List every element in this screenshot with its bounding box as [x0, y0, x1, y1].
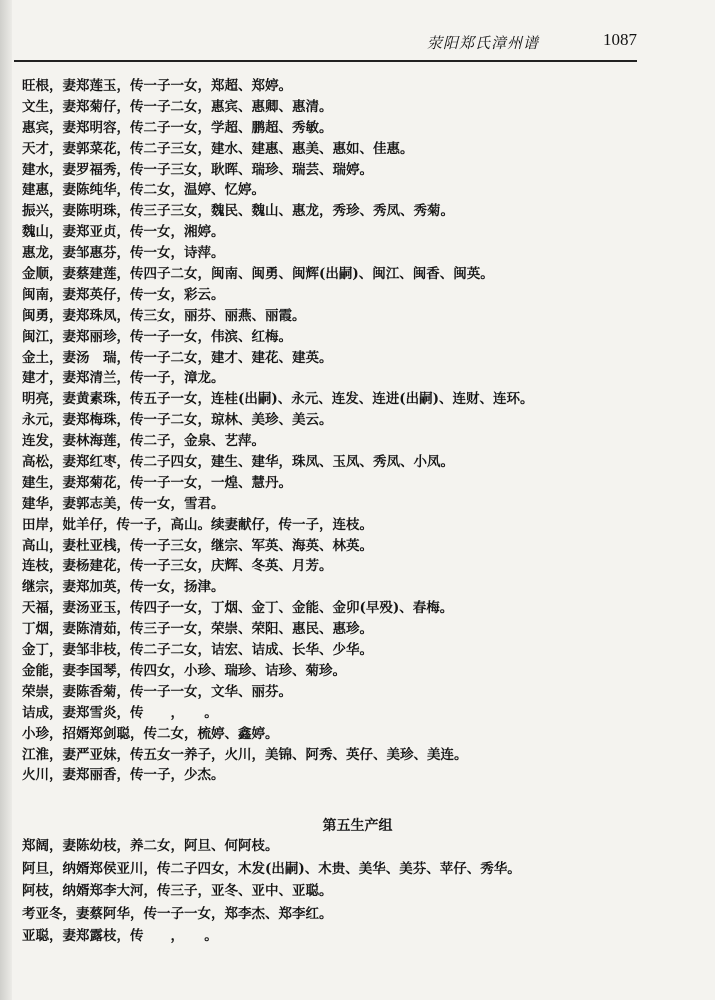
genealogy-entry: 继宗，妻郑加英，传一女，扬津。: [22, 579, 225, 596]
genealogy-entry: 江淮，妻严亚妹，传五女一养子，火川，美锦、阿秀、英仔、美珍、美连。: [22, 746, 468, 763]
section-heading: 第五生产组: [322, 818, 393, 834]
genealogy-entry: 连发，妻林海莲，传二子，金泉、艺萍。: [22, 433, 265, 450]
page-number: 1087: [603, 30, 637, 49]
genealogy-entry: 考亚冬，妻蔡阿华，传一子一女，郑李杰、郑李红。: [22, 905, 333, 922]
genealogy-entry: 惠宾，妻郑明容，传二子一女，学超、鹏超、秀敏。: [22, 119, 333, 136]
binding-gutter: [0, 0, 12, 1000]
genealogy-entry: 魏山，妻郑亚贞，传一女，湘婷。: [22, 224, 225, 241]
genealogy-entry: 亚聪，妻郑露枝，传 ， 。: [22, 928, 218, 944]
genealogy-entry: 振兴，妻陈明珠，传三子三女，魏民、魏山、惠龙，秀珍、秀凤、秀菊。: [22, 203, 454, 220]
genealogy-entry: 闽勇，妻郑珠凤，传三女，丽芬、丽燕、丽霞。: [22, 307, 306, 324]
genealogy-entry: 荣崇，妻陈香菊，传一子一女，文华、丽芬。: [22, 683, 292, 700]
section-entries: [22, 835, 521, 948]
genealogy-entry: 闽江，妻郑丽珍，传一子一女，伟滨、红梅。: [22, 328, 292, 345]
genealogy-entry: 文生，妻郑菊仔，传一子二女，惠宾、惠卿、惠清。: [22, 98, 333, 115]
genealogy-entry: 惠龙，妻邹惠芬，传一女，诗萍。: [22, 245, 225, 262]
genealogy-entry: 建生，妻郑菊花，传一子一女，一煌、慧丹。: [22, 474, 292, 491]
page-header: [14, 28, 637, 62]
genealogy-entry: 金顺，妻蔡建莲，传四子二女，闽南、闽勇、闽辉(出嗣)、闽江、闽香、闽英。: [22, 266, 494, 283]
genealogy-entry: 诘成，妻郑雪炎，传 ， 。: [22, 704, 218, 721]
genealogy-entry: 永元，妻郑梅珠，传一子二女，琼林、美珍、美云。: [22, 412, 333, 429]
genealogy-entry: 金土，妻汤 瑞，传一子二女，建才、建花、建英。: [22, 349, 333, 366]
genealogy-entry: 建才，妻郑清兰，传一子，漳龙。: [22, 370, 225, 387]
genealogy-entry: 小珍，招婿郑剑聪，传二女，梳婷、鑫婷。: [22, 725, 279, 742]
genealogy-entry: 高山，妻杜亚桟，传一子三女，继宗、军英、海英、林英。: [22, 537, 373, 554]
genealogy-entry: 建水，妻罗福秀，传一子三女，耿晖、瑞珍、瑞芸、瑞婷。: [22, 161, 373, 178]
genealogy-entry: 高松，妻郑红枣，传二子四女，建生、建华，珠凤、玉凤、秀凤、小凤。: [22, 454, 454, 471]
genealogy-entry: 丁烟，妻陈清茹，传三子一女，荣崇、荣阳、惠民、惠珍。: [22, 621, 373, 638]
genealogy-entries: [22, 76, 534, 786]
genealogy-entry: 旺根，妻郑莲玉，传一子一女，郑超、郑婷。: [22, 78, 292, 94]
genealogy-entry: 连枝，妻杨建花，传一子三女，庆辉、冬英、月芳。: [22, 558, 333, 575]
genealogy-entry: 郑阔，妻陈幼枝，养二女，阿旦、何阿枝。: [22, 838, 279, 854]
genealogy-entry: 火川，妻郑丽香，传一子，少杰。: [22, 767, 225, 784]
genealogy-entry: 金能，妻李国琴，传四女，小珍、瑞珍、诘珍、菊珍。: [22, 662, 346, 679]
genealogy-entry: 建华，妻郭志美，传一女，雪君。: [22, 495, 225, 512]
genealogy-entry: 田岸，妣羊仔，传一子，高山。续妻献仔，传一子，连枝。: [22, 516, 373, 533]
genealogy-entry: 明亮，妻黄素珠，传五子一女，连桂(出嗣)、永元、连发、连进(出嗣)、连财、连环。: [22, 391, 534, 408]
genealogy-entry: 金丁，妻邹非枝，传二子二女，诘宏、诘成、长华、少华。: [22, 642, 373, 659]
running-title: 荥阳郑氏漳州谱: [426, 34, 539, 52]
genealogy-entry: 阿旦，纳婿郑侯亚川，传二子四女，木发(出嗣)、木贵、美华、美芬、苹仔、秀华。: [22, 860, 521, 877]
genealogy-entry: 天福，妻汤亚玉，传四子一女，丁烟、金丁、金能、金卯(早殁)、春梅。: [22, 600, 454, 617]
genealogy-entry: 建惠，妻陈纯华，传二女，温婷、忆婷。: [22, 182, 265, 199]
genealogy-entry: 阿枝，纳婿郑李大河，传三子，亚冬、亚中、亚聪。: [22, 883, 333, 899]
genealogy-entry: 闽南，妻郑英仔，传一女，彩云。: [22, 286, 225, 303]
genealogy-entry: 天才，妻郭菜花，传二子三女，建水、建惠、惠美、惠如、佳惠。: [22, 140, 414, 157]
